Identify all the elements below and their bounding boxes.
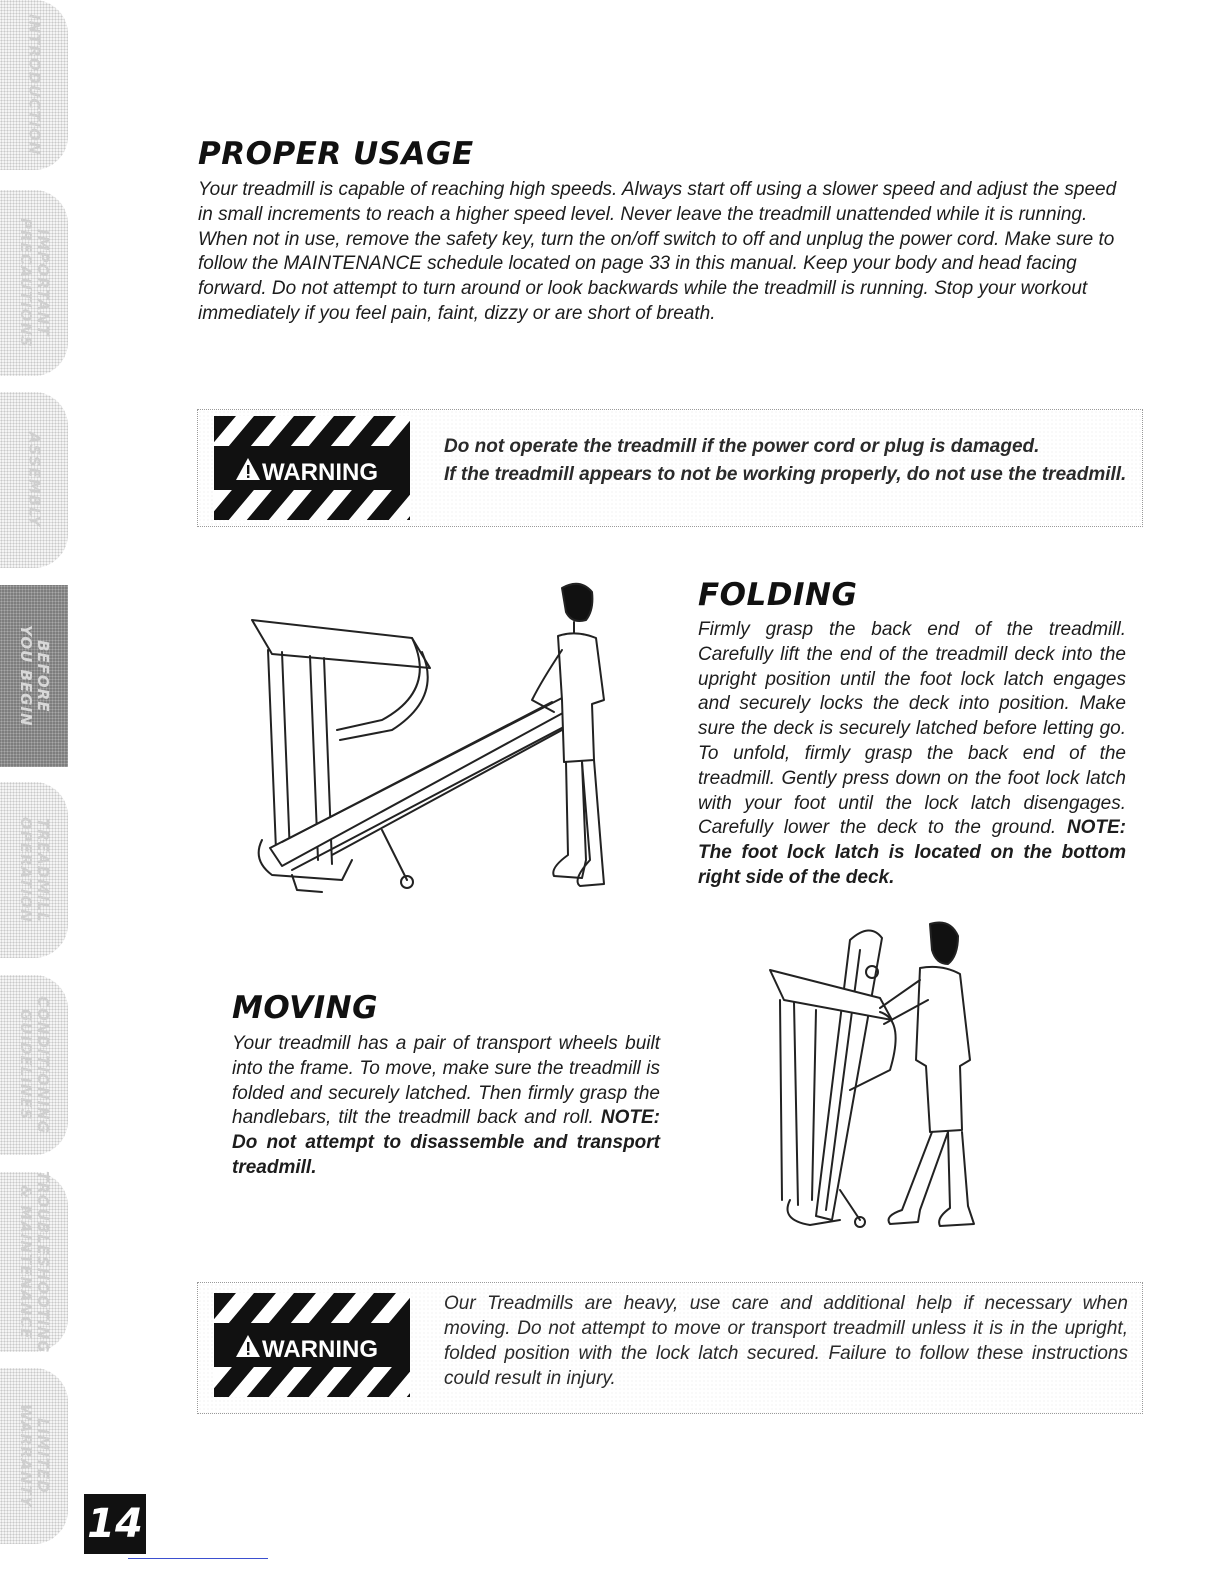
tab-label: TROUBLESHOOTING & MAINTENANCE bbox=[17, 1170, 52, 1354]
moving-title: MOVING bbox=[232, 990, 379, 1026]
tab-label: INTRODUCTION bbox=[25, 14, 44, 156]
warning-box-power-cord bbox=[197, 409, 1143, 527]
tab-before-you-begin[interactable] bbox=[0, 585, 68, 767]
tab-assembly[interactable] bbox=[0, 392, 68, 568]
page-number: 14 bbox=[84, 1494, 146, 1554]
moving-body: Your treadmill has a pair of transport wheels built into the frame. To move, make sure the treadmill is folded and securely latched. Then firmly grasp the handlebars, tilt the treadmill back and roll. bbox=[232, 1033, 660, 1129]
folding-title: FOLDING bbox=[698, 577, 858, 613]
folding-body: Firmly grasp the back end of the treadmill. Carefully lift the end of the treadmill deck into the upright position until the foot lock latch engages and securely locks the deck into position. Make sure the deck is securely latched before letting go. To unfold, firmly grasp the back end of the treadmill. Gently press down on the foot lock latch with your foot until the lock latch disengages. Carefully lower the deck to the ground. bbox=[698, 619, 1126, 839]
tab-label: IMPORTANT PRECAUTIONS bbox=[17, 218, 52, 348]
tab-label: LIMITED WARRANTY bbox=[17, 1404, 52, 1508]
tab-conditioning-guidelines[interactable] bbox=[0, 975, 68, 1155]
tab-troubleshooting-maintenance[interactable] bbox=[0, 1172, 68, 1352]
warning-box-moving bbox=[197, 1282, 1143, 1414]
moving-note: NOTE: Do not attempt to disassemble and transport treadmill. bbox=[232, 1107, 660, 1178]
tab-important-precautions[interactable] bbox=[0, 190, 68, 376]
tab-treadmill-operation[interactable] bbox=[0, 782, 68, 958]
moving-illustration bbox=[760, 920, 990, 1240]
folding-text bbox=[698, 618, 1126, 891]
tab-label: BEFORE YOU BEGIN bbox=[17, 625, 52, 727]
side-tabs bbox=[0, 0, 68, 1584]
warning-line-1: Do not operate the treadmill if the power cord or plug is damaged. bbox=[444, 436, 1040, 457]
warning-badge-label: WARNING bbox=[262, 1336, 378, 1363]
proper-usage-text: Your treadmill is capable of reaching high speeds. Always start off using a slower speed and adjust the speed in small increments to reach a higher speed level. Never leave the treadmill unattended while it is running. When not in use, remove the safety key, turn the on/off switch to off and unplug the power cord. Make sure to follow the MAINTENANCE schedule located on page 33 in this manual. Keep your body and head facing forward. Do not attempt to turn around or look backwards while the treadmill is running. Stop your workout immediately if you feel pain, faint, dizzy or are short of breath. bbox=[198, 179, 1117, 324]
moving-text bbox=[232, 1032, 660, 1181]
tab-label: CONDITIONING GUIDELINES bbox=[17, 996, 52, 1134]
tab-label: TREADMILL OPERATION bbox=[17, 817, 52, 923]
tab-limited-warranty[interactable] bbox=[0, 1368, 68, 1544]
folding-illustration bbox=[232, 580, 672, 910]
tab-introduction[interactable] bbox=[0, 0, 68, 170]
warning-badge-label: WARNING bbox=[262, 459, 378, 486]
warning-badge bbox=[214, 1293, 410, 1397]
proper-usage-title: PROPER USAGE bbox=[198, 136, 474, 172]
bottom-rule bbox=[128, 1558, 268, 1559]
warning-line-2: If the treadmill appears to not be working properly, do not use the treadmill. bbox=[444, 464, 1127, 485]
folding-note: NOTE: The foot lock latch is located on the bottom right side of the deck. bbox=[698, 817, 1126, 888]
tab-label: ASSEMBLY bbox=[25, 432, 44, 528]
warning-badge bbox=[214, 416, 410, 520]
warning-moving-text: Our Treadmills are heavy, use care and additional help if necessary when moving. Do not attempt to move or transport treadmill unless it is in the upright, folded position with the lock latch secured. Failure to follow these instructions could result in injury. bbox=[444, 1293, 1128, 1389]
